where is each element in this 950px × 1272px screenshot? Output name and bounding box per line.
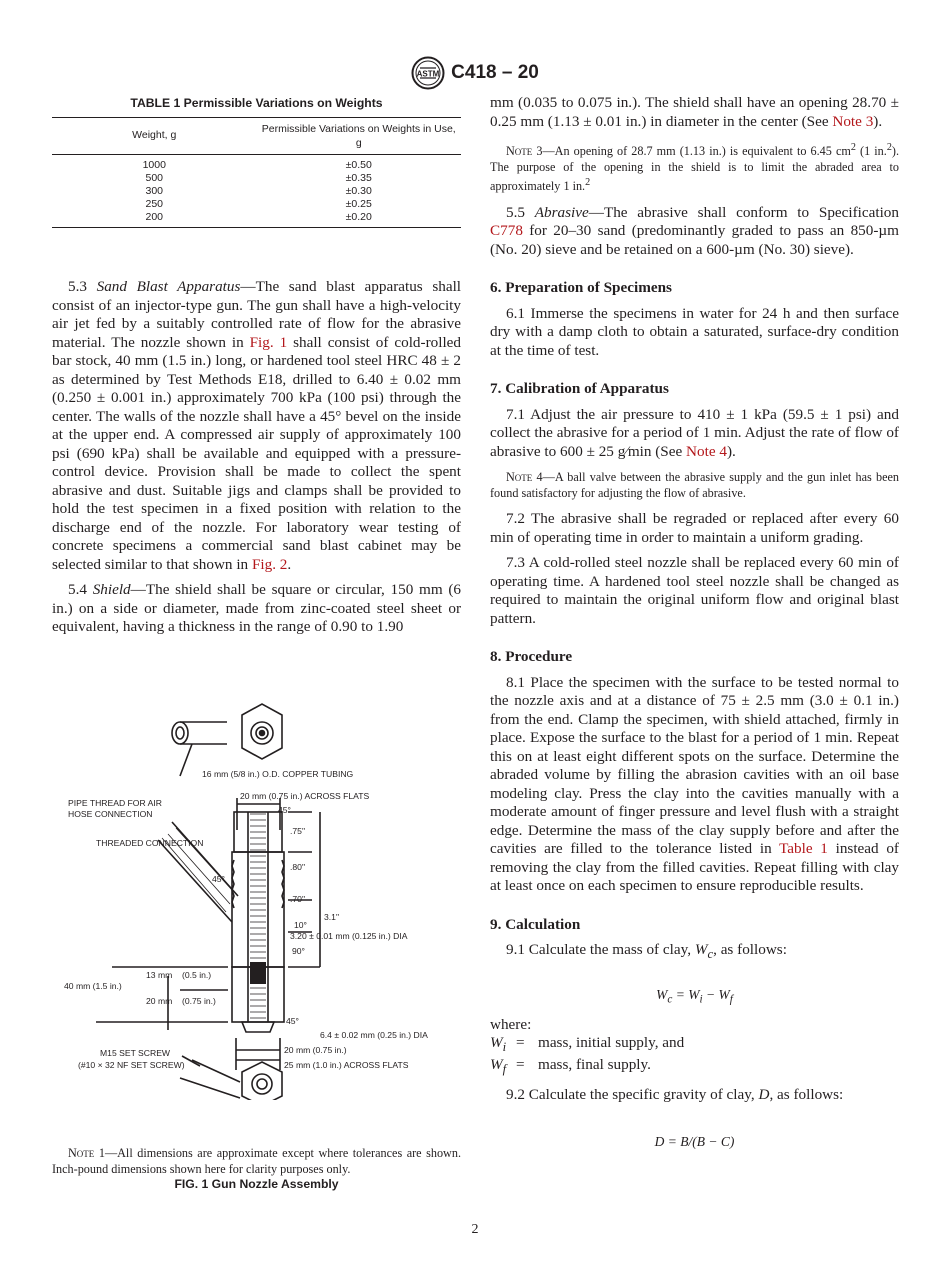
where-symbol-var: W — [490, 1034, 503, 1052]
section-6-1: 6.1 Immerse the specimens in water for 24 h and then surface dry with a damp cloth to obtain a saturated, surface-dry condition at the time of test. — [490, 304, 899, 359]
label-set-screw-2: (#10 × 32 NF SET SCREW) — [78, 1060, 185, 1070]
equation-1: $W_c = W_i - W_f$ — [656, 986, 733, 1006]
s92-text-a: 9.2 Calculate the specific gravity of clay, — [506, 1086, 759, 1104]
label-45-top: 45° — [278, 805, 291, 815]
s55-num: 5.5 — [506, 203, 525, 221]
label-70: .70" — [290, 894, 305, 904]
label-45-side: 45° — [212, 874, 225, 884]
section-7-heading: 7. Calibration of Apparatus — [490, 380, 669, 398]
link-note-3[interactable]: Note 3 — [832, 112, 874, 130]
label-13mm: 13 mm — [146, 970, 173, 980]
label-dia-64: 6.4 ± 0.02 mm (0.25 in.) DIA — [320, 1030, 428, 1040]
s71-text-a: 7.1 Adjust the air pressure to 410 ± 1 kPa (59.5 ± 1 psi) and collect the abrasive for a period of 1 min. Adjust the rate of flow of abrasive to 600 ± 25 g⁄min (See — [490, 405, 899, 460]
note-3 — [490, 140, 899, 195]
s53-text-a: —The sand blast apparatus shall consist of an injector-type gun. The gun shall have a high-velocity air jet fed by a suitably controlled rate of flow for the abrasive material. The nozzle shown in — [52, 278, 462, 351]
label-40mm: 40 mm (1.5 in.) — [64, 981, 122, 991]
table-row — [52, 211, 461, 224]
s91-var: W — [694, 941, 708, 959]
table-row — [52, 172, 461, 185]
table-1-grid — [52, 117, 461, 224]
where-equals: = — [516, 1034, 525, 1052]
s55-text-b: for 20–30 sand (predominantly graded to pass an 850-µm (No. 20) sieve and be retained on a 600-µm (No. 30) sieve). — [490, 222, 899, 258]
gun-nozzle-drawing — [52, 700, 462, 1100]
section-9-heading: 9. Calculation — [490, 915, 581, 933]
label-20mm-b: 20 mm (0.75 in.) — [284, 1045, 347, 1055]
s54-title: Shield — [92, 581, 131, 598]
s81-text-a: 8.1 Place the specimen with the surface to be tested normal to the nozzle axis and at a distance of 75 ± 2.5 mm (3.0 ± 0.1 in.) from the end. Clamp the specimen, with shield attached, firmly in place. Expose the surface to the blast for a period of 1 min. Repeat this on at least eight different spots on the surface. Determine the abraded volume by filling the abrasion cavities with an oil base modeling clay. Press the clay into the cavities manually with a moderate amount of finger pressure and level flush with a straight edge. Determine the mass of the clay supply before and after the cavities are filled to the tolerance listed in — [490, 673, 899, 858]
section-7-2: 7.2 The abrasive shall be regraded or replaced after every 60 min of operating time in order to maintain a uniform grading. — [490, 510, 899, 546]
where-symbol-var: W — [490, 1056, 503, 1074]
where-row — [490, 1056, 899, 1078]
label-threaded: THREADED CONNECTION — [96, 838, 204, 848]
figure-1-note — [52, 1146, 461, 1192]
table-cell-weight: 1000 — [142, 158, 166, 171]
table-cell-weight: 300 — [145, 184, 164, 197]
table-cell-variation: ±0.30 — [345, 184, 372, 197]
link-table-1[interactable]: Table 1 — [779, 840, 828, 858]
svg-text:ASTM: ASTM — [416, 69, 440, 79]
where-symbol — [490, 1034, 516, 1056]
note-4-text: —A ball valve between the abrasive supply and the gun inlet has been found satisfactory for adjusting the flow of abrasive. — [490, 470, 900, 500]
note-3-label: Note 3 — [506, 144, 543, 159]
table-cell-variation: ±0.25 — [345, 197, 372, 210]
where-symbol-sub: f — [502, 1062, 507, 1077]
table-cell-weight: 500 — [145, 171, 164, 184]
link-fig-1[interactable]: Fig. 1 — [249, 333, 288, 351]
where-definitions — [490, 1034, 899, 1078]
label-0-75in: (0.75 in.) — [182, 996, 216, 1006]
note-3-sup-1: 2 — [850, 142, 856, 153]
link-note-4[interactable]: Note 4 — [686, 442, 727, 460]
table-cell-variation: ±0.50 — [345, 158, 372, 171]
label-set-screw-1: M15 SET SCREW — [100, 1048, 171, 1058]
label-3-1: 3.1" — [324, 912, 339, 922]
where-symbol-sub: i — [502, 1040, 507, 1055]
label-45-bot: 45° — [286, 1016, 299, 1026]
s81-text-b: instead of removing the clay from the filled cavities. Repeat filling with clay at least once on each specimen to ensure reproducible results. — [490, 840, 899, 895]
note-3-sup-2: 2 — [886, 142, 892, 153]
s54-text-c: ). — [873, 112, 883, 130]
label-10: 10° — [294, 920, 307, 930]
s55-title: Abrasive — [534, 203, 589, 221]
s53-num: 5.3 — [68, 278, 87, 295]
table-1-title: TABLE 1 Permissible Variations on Weights — [130, 96, 383, 110]
table-row — [52, 185, 461, 198]
s71-text-b: ). — [726, 442, 736, 460]
where-symbol — [490, 1056, 516, 1078]
where-row — [490, 1034, 899, 1056]
s91-sub: c — [707, 947, 714, 962]
label-pipe-thread-1: PIPE THREAD FOR AIR — [68, 798, 162, 808]
s53-title: Sand Blast Apparatus — [96, 278, 241, 295]
label-tubing: 16 mm (5/8 in.) O.D. COPPER TUBING — [202, 769, 354, 779]
note-3-text-c: ). The purpose of the opening in the shield is to limit the abraded area to approximately 1 in. — [490, 144, 899, 194]
table-cell-weight: 250 — [145, 197, 164, 210]
note-3-text-b: (1 in. — [855, 144, 887, 159]
section-6-heading: 6. Preparation of Specimens — [490, 279, 672, 297]
note-4 — [490, 470, 899, 501]
label-80: .80" — [290, 862, 305, 872]
where-description: mass, initial supply, and — [538, 1034, 685, 1052]
label-90: 90° — [292, 946, 305, 956]
where-equals: = — [516, 1056, 525, 1074]
label-75: .75" — [290, 826, 305, 836]
table-1 — [52, 94, 461, 228]
note-3-sup-3: 2 — [585, 177, 591, 189]
label-20mm: 20 mm — [146, 996, 173, 1006]
label-flats-20: 20 mm (0.75 in.) ACROSS FLATS — [240, 791, 370, 801]
label-flats-25: 25 mm (1.0 in.) ACROSS FLATS — [284, 1060, 409, 1070]
where-description: mass, final supply. — [538, 1056, 651, 1074]
s92-text-b: , as follows: — [769, 1086, 844, 1104]
s53-text-b: shall consist of cold-rolled bar stock, 40 mm (1.5 in.) long, or hardened tool steel HRC 48 ± 2 as determined by Test Methods E18, drilled to 6.40 ± 0.02 mm (0.250 ± 0.001 in.) approximately 700 kPa (100 psi) through the center. The walls of the nozzle shall have a 45° bevel on the inside at the upper end. A compressed air supply of approximately 100 psi (690 kPa) shall be available and equipped with a pressure-control device. Provision shall be made to collect the spent abrasive and dust. Suitable jigs and clamps shall be provided to hold the test specimen in a fixed position with relation to the discharge end of the nozzle. For laboratory wear testing of concrete specimens a commercial sand blast cabinet may be selected similar to that shown in — [52, 333, 462, 573]
label-dia-320: 3.20 ± 0.01 mm (0.125 in.) DIA — [290, 931, 408, 941]
link-c778[interactable]: C778 — [490, 222, 523, 240]
astm-logo-icon — [411, 56, 445, 90]
note-1-text: —All dimensions are approximate except where tolerances are shown. Inch-pound dimensions shown here for clarity purposes only. — [52, 1146, 461, 1176]
where-label: where: — [490, 1015, 532, 1033]
table-1-header-variation: Permissible Variations on Weights in Use, g — [261, 122, 456, 149]
section-7-3: 7.3 A cold-rolled steel nozzle shall be replaced every 60 min of operating time. A hardened tool steel nozzle shall be changed as required to maintain the original uniform flow and original blast pattern. — [490, 554, 899, 627]
s92-var: D — [758, 1086, 770, 1104]
note-3-text-a: —An opening of 28.7 mm (1.13 in.) is equivalent to 6.45 cm — [542, 144, 851, 159]
right-column — [490, 94, 899, 1151]
page-header — [0, 56, 950, 90]
table-cell-weight: 200 — [145, 210, 164, 223]
s54-text-b: mm (0.035 to 0.075 in.). The shield shall have an opening 28.70 ± 0.25 mm (1.13 ± 0.01 in.) in diameter in the center (See — [490, 94, 899, 130]
section-8-heading: 8. Procedure — [490, 648, 573, 666]
figure-1-caption: FIG. 1 Gun Nozzle Assembly — [174, 1177, 339, 1191]
s91-text-a: 9.1 Calculate the mass of clay, — [506, 941, 695, 959]
page-number: 2 — [471, 1222, 479, 1237]
s91-text-b: , as follows: — [713, 941, 787, 959]
s54-num: 5.4 — [68, 581, 87, 598]
figure-1 — [52, 700, 462, 1100]
table-cell-variation: ±0.35 — [345, 171, 372, 184]
s54-text-a: —The shield shall be square or circular, 150 mm (6 in.) on a side or diameter, made from zinc-coated steel sheet or equivalent, having a thickness in the range of 0.90 to 1.90 — [52, 581, 461, 635]
label-pipe-thread-2: HOSE CONNECTION — [68, 809, 153, 819]
note-1-label: Note 1 — [68, 1146, 105, 1160]
label-0-5in: (0.5 in.) — [182, 970, 212, 980]
table-row — [52, 198, 461, 211]
table-1-header-weight: Weight, g — [132, 129, 177, 142]
s53-text-c: . — [287, 555, 292, 573]
link-fig-2[interactable]: Fig. 2 — [251, 555, 288, 573]
note-4-label: Note 4 — [506, 470, 543, 485]
equation-1-source — [490, 1004, 491, 1005]
document-designation: C418 – 20 — [451, 62, 539, 83]
table-row — [52, 154, 461, 172]
section-5-3 — [52, 278, 461, 637]
table-cell-variation: ±0.20 — [345, 210, 372, 223]
equation-2: D = B/(B − C) — [654, 1133, 735, 1149]
s55-text-a: —The abrasive shall conform to Specification — [588, 203, 899, 221]
